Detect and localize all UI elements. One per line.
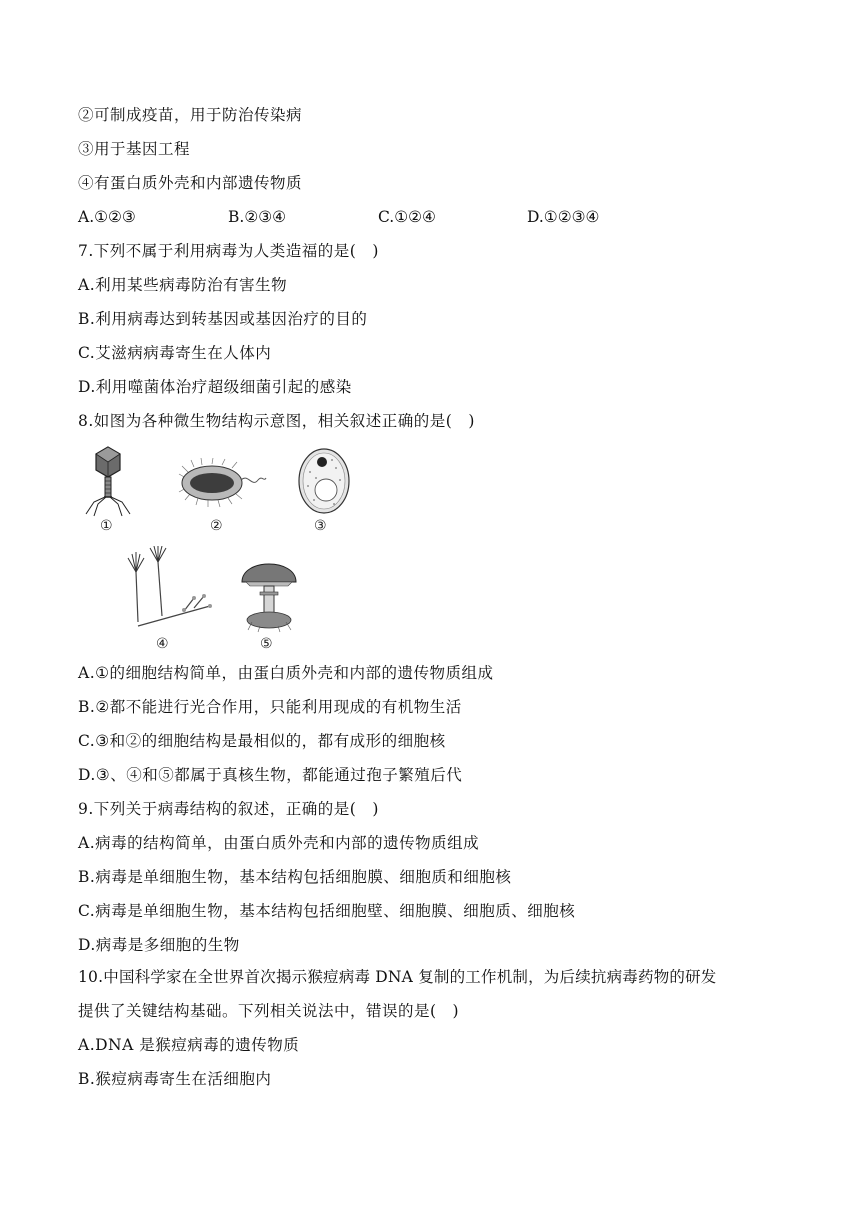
q8-stem: 8.如图为各种微生物结构示意图，相关叙述正确的是( ) bbox=[78, 412, 475, 430]
q6-item-4: ④有蛋白质外壳和内部遗传物质 bbox=[78, 174, 303, 192]
mushroom-image bbox=[238, 552, 300, 634]
q8-option-a: A.①的细胞结构简单，由蛋白质外壳和内部的遗传物质组成 bbox=[78, 664, 494, 682]
yeast-cell-image bbox=[296, 446, 352, 516]
q6-option-a: A.①②③ bbox=[78, 208, 136, 226]
bacterium-image bbox=[176, 458, 268, 510]
q9-option-b: B.病毒是单细胞生物，基本结构包括细胞膜、细胞质和细胞核 bbox=[78, 868, 512, 886]
bacteriophage-image bbox=[78, 444, 138, 519]
q10-stem-line-1: 10.中国科学家在全世界首次揭示猴痘病毒 DNA 复制的工作机制，为后续抗病毒药物的研发 bbox=[78, 968, 717, 986]
figure-label-1: ① bbox=[100, 518, 113, 534]
figure-label-4: ④ bbox=[156, 636, 169, 652]
q10-stem-line-2: 提供了关键结构基础。下列相关说法中，错误的是( ) bbox=[78, 1002, 460, 1020]
q9-option-a: A.病毒的结构简单，由蛋白质外壳和内部的遗传物质组成 bbox=[78, 834, 480, 852]
penicillium-image bbox=[124, 546, 216, 634]
q9-option-d: D.病毒是多细胞的生物 bbox=[78, 936, 240, 954]
q7-option-c: C.艾滋病病毒寄生在人体内 bbox=[78, 344, 272, 362]
q7-option-d: D.利用噬菌体治疗超级细菌引起的感染 bbox=[78, 378, 352, 396]
q10-option-b: B.猴痘病毒寄生在活细胞内 bbox=[78, 1070, 272, 1088]
figure-label-2: ② bbox=[210, 518, 223, 534]
figure-label-5: ⑤ bbox=[260, 636, 273, 652]
q8-option-c: C.③和②的细胞结构是最相似的，都有成形的细胞核 bbox=[78, 732, 446, 750]
microorganism-figure bbox=[78, 444, 348, 654]
q10-option-a: A.DNA 是猴痘病毒的遗传物质 bbox=[78, 1036, 300, 1054]
q7-stem: 7.下列不属于利用病毒为人类造福的是( ) bbox=[78, 242, 379, 260]
q9-option-c: C.病毒是单细胞生物，基本结构包括细胞壁、细胞膜、细胞质、细胞核 bbox=[78, 902, 576, 920]
q6-option-b: B.②③④ bbox=[228, 208, 287, 226]
q8-option-b: B.②都不能进行光合作用，只能利用现成的有机物生活 bbox=[78, 698, 462, 716]
figure-label-3: ③ bbox=[314, 518, 327, 534]
q6-item-3: ③用于基因工程 bbox=[78, 140, 191, 158]
q7-option-a: A.利用某些病毒防治有害生物 bbox=[78, 276, 288, 294]
q6-item-2: ②可制成疫苗，用于防治传染病 bbox=[78, 106, 303, 124]
q6-option-c: C.①②④ bbox=[378, 208, 436, 226]
q7-option-b: B.利用病毒达到转基因或基因治疗的目的 bbox=[78, 310, 368, 328]
q9-stem: 9.下列关于病毒结构的叙述，正确的是( ) bbox=[78, 800, 379, 818]
q8-option-d: D.③、④和⑤都属于真核生物，都能通过孢子繁殖后代 bbox=[78, 766, 463, 784]
q6-option-d: D.①②③④ bbox=[527, 208, 600, 226]
